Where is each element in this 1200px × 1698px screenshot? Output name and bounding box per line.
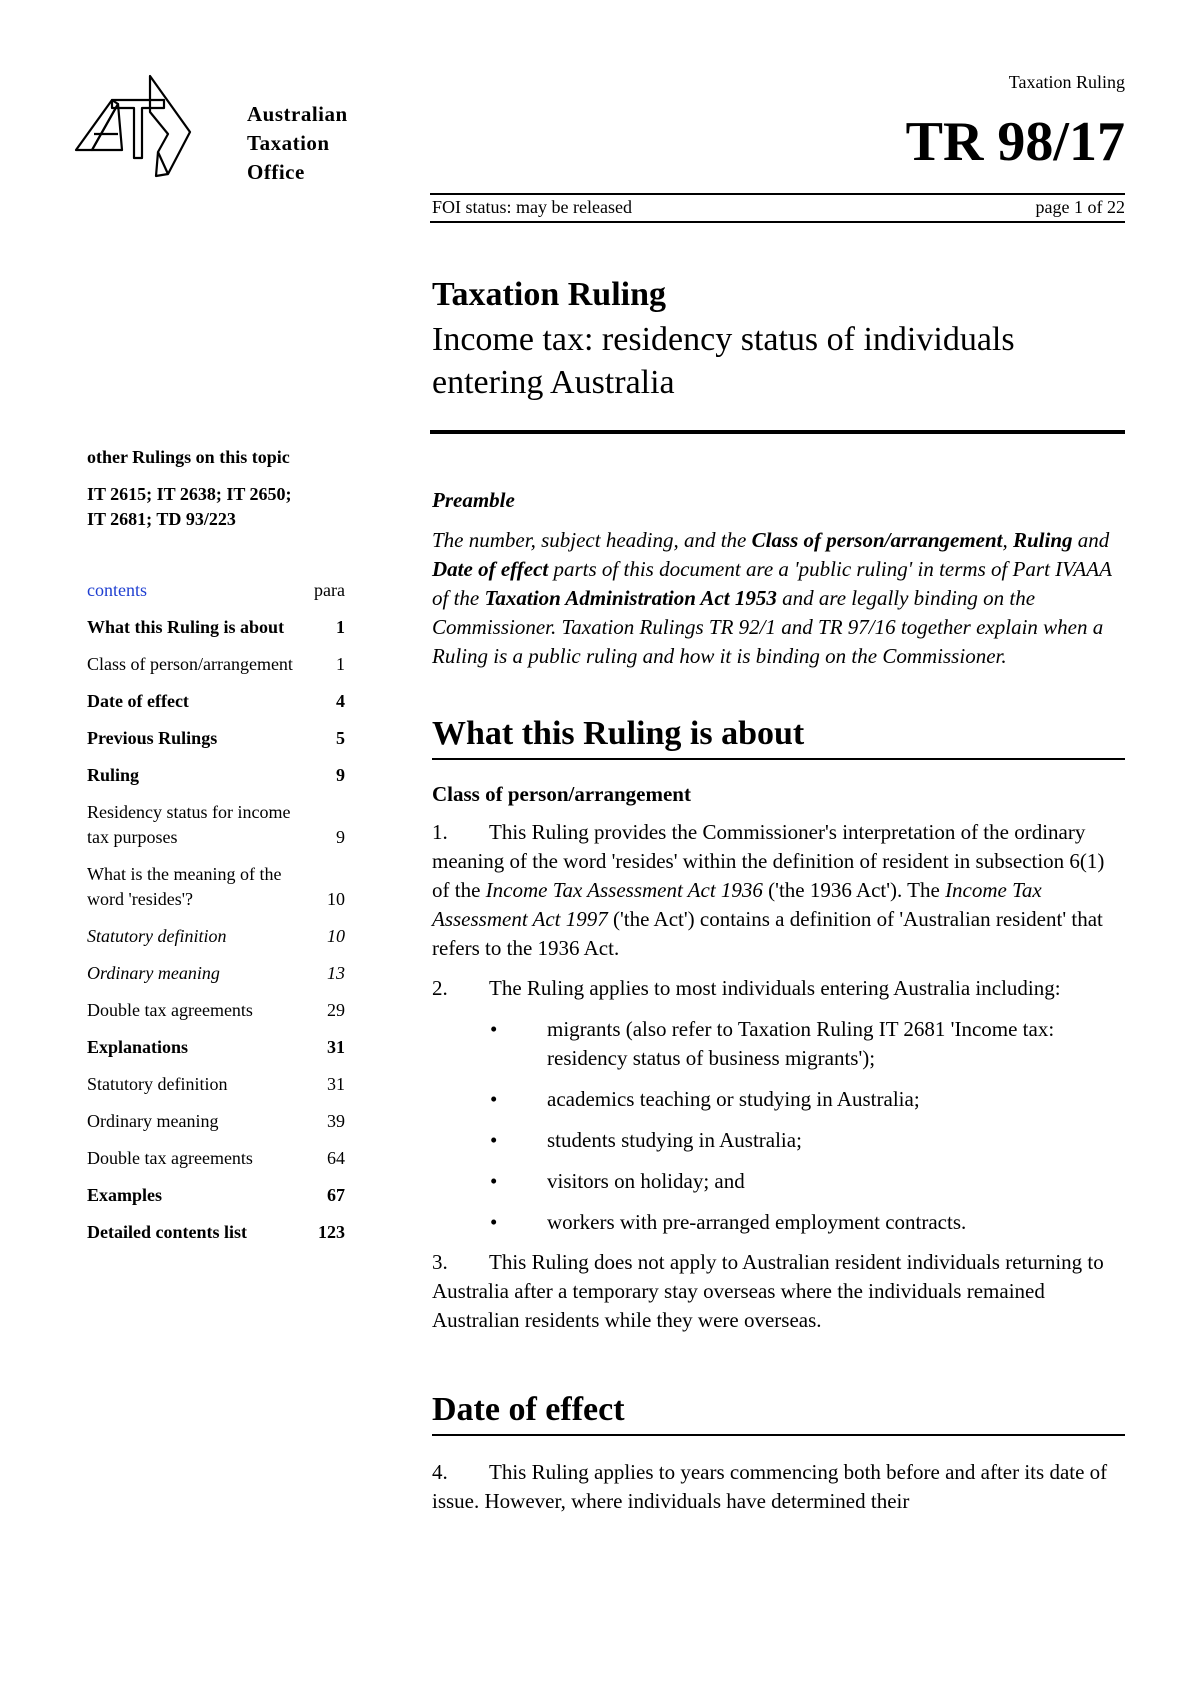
organization-name bbox=[247, 100, 348, 187]
toc-entry[interactable] bbox=[87, 652, 345, 677]
toc-entry-para: 9 bbox=[336, 827, 345, 847]
toc-entry-para: 31 bbox=[327, 1074, 345, 1094]
toc-entry[interactable] bbox=[87, 1220, 345, 1245]
paragraph-3: 3. This Ruling does not apply to Australian resident individuals returning to Australia after a temporary stay overseas where the individuals remained Australian residents while they were overseas. bbox=[432, 1250, 1104, 1332]
toc-entry-label: Ruling bbox=[87, 765, 140, 785]
main-content bbox=[432, 488, 1125, 1516]
title-divider bbox=[430, 430, 1125, 434]
toc-entry-para: 67 bbox=[327, 1185, 345, 1205]
toc-contents-link[interactable]: contents bbox=[87, 580, 147, 600]
document-subtitle: Income tax: residency status of individuals entering Australia bbox=[432, 321, 1015, 401]
toc-entry[interactable] bbox=[87, 1109, 345, 1134]
header-divider bbox=[430, 193, 1125, 195]
toc-entry-label: Class of person/arrangement bbox=[87, 654, 293, 674]
toc-entry-para: 29 bbox=[327, 1000, 345, 1020]
subheading-class: Class of person/arrangement bbox=[432, 782, 691, 806]
toc-entry-label: Statutory definition bbox=[87, 1074, 228, 1094]
list-item: • students studying in Australia; bbox=[432, 1126, 1125, 1155]
other-rulings-line: IT 2615; IT 2638; IT 2650; bbox=[87, 484, 292, 504]
bullet-icon: • bbox=[490, 1128, 498, 1152]
toc-entry[interactable] bbox=[87, 1183, 345, 1208]
toc-entry-label: Previous Rulings bbox=[87, 728, 218, 748]
toc-entry[interactable] bbox=[87, 1146, 345, 1171]
table-of-contents bbox=[87, 578, 345, 1257]
toc-entry[interactable] bbox=[87, 961, 345, 986]
toc-entry-para: 1 bbox=[336, 617, 345, 637]
toc-entry-para: 10 bbox=[327, 889, 345, 909]
document-title: Taxation Ruling bbox=[432, 276, 666, 313]
bullet-icon: • bbox=[490, 1017, 498, 1041]
page-indicator: page 1 of 22 bbox=[1035, 197, 1125, 217]
toc-entry-para: 123 bbox=[318, 1222, 345, 1242]
toc-entry-para: 1 bbox=[336, 654, 345, 674]
paragraph-1: 1. This Ruling provides the Commissioner's interpretation of the ordinary meaning of the word 'resides' within the definition of resident in subsection 6(1) of the Income Tax Assessment Act 1936 ('the 1936 Act'). The Income Tax Assessment Act 1997 ('the Act') contains a definition of 'Australian resident' that refers to the 1936 Act. bbox=[432, 820, 1105, 960]
toc-entry-label: What this Ruling is about bbox=[87, 617, 285, 637]
toc-entry-label: What is the meaning of the word 'resides'? bbox=[87, 864, 282, 909]
org-name-line: Office bbox=[247, 160, 305, 184]
bullet-icon: • bbox=[490, 1087, 498, 1111]
toc-entry-para: 9 bbox=[336, 765, 345, 785]
toc-entry-label: Statutory definition bbox=[87, 926, 227, 946]
list-item: • workers with pre-arranged employment contracts. bbox=[432, 1208, 1125, 1237]
ato-logo-graphic bbox=[72, 72, 202, 192]
other-rulings-list bbox=[87, 482, 347, 532]
bullet-icon: • bbox=[490, 1169, 498, 1193]
toc-entry-para: 31 bbox=[327, 1037, 345, 1057]
bullet-icon: • bbox=[490, 1210, 498, 1234]
org-name-line: Australian bbox=[247, 102, 348, 126]
toc-entry-para: 64 bbox=[327, 1148, 345, 1168]
org-name-line: Taxation bbox=[247, 131, 330, 155]
bullet-list bbox=[432, 1015, 1125, 1237]
list-item: • visitors on holiday; and bbox=[432, 1167, 1125, 1196]
toc-entry-label: Double tax agreements bbox=[87, 1000, 253, 1020]
toc-entry[interactable] bbox=[87, 763, 345, 788]
preamble-text: The number, subject heading, and the Class of person/arrangement, Ruling and Date of effect parts of this document are a 'public ruling' in terms of Part IVAAA of the Taxation Administration Act 1953 and are legally binding on the Commissioner. Taxation Rulings TR 92/1 and TR 97/16 together explain when a Ruling is a public ruling and how it is binding on the Commissioner. bbox=[432, 528, 1112, 668]
section-heading-about: What this Ruling is about bbox=[432, 715, 1125, 760]
toc-entry-para: 4 bbox=[336, 691, 345, 711]
list-item: • migrants (also refer to Taxation Ruling IT 2681 'Income tax: residency status of business migrants'); bbox=[490, 1017, 1055, 1070]
paragraph-4: 4. This Ruling applies to years commencing both before and after its date of issue. However, where individuals have determined their bbox=[432, 1460, 1108, 1513]
toc-entry-label: Double tax agreements bbox=[87, 1148, 253, 1168]
toc-entry-para: 10 bbox=[327, 926, 345, 946]
toc-entry-para: 5 bbox=[336, 728, 345, 748]
toc-entry[interactable] bbox=[87, 689, 345, 714]
ruling-number: TR 98/17 bbox=[905, 111, 1125, 173]
toc-entry-para: 13 bbox=[327, 963, 345, 983]
toc-header bbox=[87, 578, 345, 603]
ruling-type-label: Taxation Ruling bbox=[1008, 72, 1125, 92]
list-item: • academics teaching or studying in Australia; bbox=[432, 1085, 1125, 1114]
header-divider bbox=[430, 221, 1125, 223]
toc-entry[interactable] bbox=[87, 615, 345, 640]
toc-entry[interactable] bbox=[87, 862, 345, 912]
toc-para-label: para bbox=[314, 580, 345, 600]
preamble-heading: Preamble bbox=[432, 488, 515, 512]
toc-entry-label: Date of effect bbox=[87, 691, 189, 711]
toc-entry[interactable] bbox=[87, 1072, 345, 1097]
toc-entry[interactable] bbox=[87, 800, 345, 850]
foi-status: FOI status: may be released bbox=[432, 197, 632, 217]
ato-logo bbox=[72, 72, 202, 192]
toc-entry-label: Ordinary meaning bbox=[87, 1111, 219, 1131]
section-heading-date-of-effect: Date of effect bbox=[432, 1391, 1125, 1436]
toc-entry-label: Detailed contents list bbox=[87, 1222, 247, 1242]
other-rulings-line: IT 2681; TD 93/223 bbox=[87, 509, 236, 529]
toc-entry-label: Examples bbox=[87, 1185, 163, 1205]
toc-entry[interactable] bbox=[87, 726, 345, 751]
toc-entry-label: Residency status for income tax purposes bbox=[87, 802, 291, 847]
toc-entry[interactable] bbox=[87, 924, 345, 949]
toc-entry[interactable] bbox=[87, 1035, 345, 1060]
toc-entry-para: 39 bbox=[327, 1111, 345, 1131]
toc-entry[interactable] bbox=[87, 998, 345, 1023]
toc-entry-label: Explanations bbox=[87, 1037, 189, 1057]
toc-entry-label: Ordinary meaning bbox=[87, 963, 220, 983]
other-rulings-heading: other Rulings on this topic bbox=[87, 447, 290, 467]
paragraph-2: 2. The Ruling applies to most individuals entering Australia including: bbox=[432, 976, 1061, 1000]
